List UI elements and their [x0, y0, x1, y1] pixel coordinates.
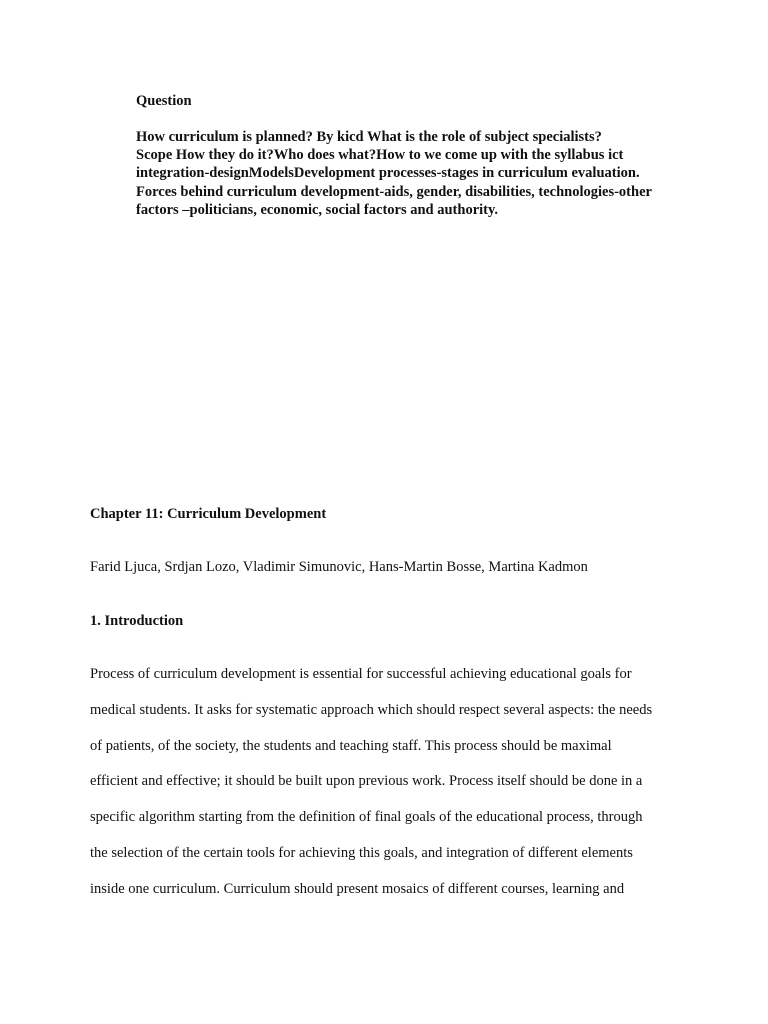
question-block	[136, 92, 696, 219]
question-line: Forces behind curriculum development-aids, gender, disabilities, technologies-other	[136, 183, 652, 200]
question-body	[136, 128, 696, 219]
question-heading: Question	[136, 93, 192, 109]
paragraph-line: efficient and effective; it should be built upon previous work. Process itself should be done in a	[90, 773, 643, 790]
introduction-paragraph	[90, 665, 690, 916]
introduction-heading: 1. Introduction	[90, 613, 184, 629]
chapter-authors: Farid Ljuca, Srdjan Lozo, Vladimir Simunovic, Hans-Martin Bosse, Martina Kadmon	[90, 559, 588, 575]
question-line: How curriculum is planned? By kicd What is the role of subject specialists?	[136, 129, 602, 145]
paragraph-line: Process of curriculum development is essential for successful achieving educational goals for	[90, 666, 632, 682]
question-line: integration-designModelsDevelopment processes-stages in curriculum evaluation.	[136, 165, 640, 182]
chapter-title: Chapter 11: Curriculum Development	[90, 506, 327, 522]
paragraph-line: of patients, of the society, the students and teaching staff. This process should be maximal	[90, 737, 612, 754]
paragraph-line: inside one curriculum. Curriculum should present mosaics of different courses, learning and	[90, 880, 625, 897]
paragraph-line: the selection of the certain tools for achieving this goals, and integration of different elements	[90, 844, 633, 861]
paragraph-line: medical students. It asks for systematic approach which should respect several aspects: the needs	[90, 701, 653, 718]
question-line: factors –politicians, economic, social factors and authority.	[136, 201, 499, 218]
question-line: Scope How they do it?Who does what?How to we come up with the syllabus ict	[136, 147, 624, 164]
paragraph-line: specific algorithm starting from the definition of final goals of the educational process, through	[90, 809, 643, 826]
